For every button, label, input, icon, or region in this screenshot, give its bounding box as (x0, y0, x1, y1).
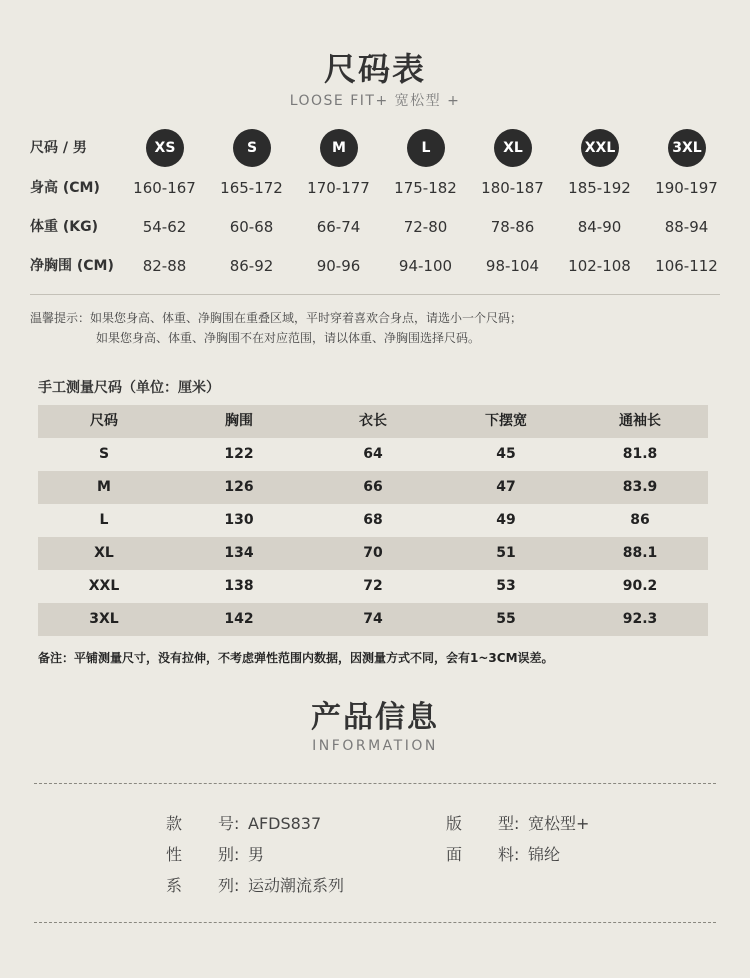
header-length: 衣长 (359, 413, 387, 429)
height-cell: 185-192 (568, 179, 631, 197)
header-chest: 胸围 (225, 413, 253, 429)
measure-title: 手工测量尺码（单位：厘米） (38, 380, 220, 396)
measure-table (38, 405, 708, 636)
cell-hem: 49 (496, 512, 516, 528)
cell-hem: 45 (496, 446, 516, 462)
size-badge-xl: XL (494, 129, 532, 167)
info-key: 版型 (446, 814, 514, 833)
chest-cell: 90-96 (316, 257, 361, 275)
cell-size: S (98, 446, 110, 462)
info-key: 面料 (446, 845, 514, 864)
header-size: 尺码 (90, 413, 118, 429)
tips-line-1: 温馨提示：如果您身高、体重、净胸围在重叠区域，平时穿着喜欢合身点，请选小一个尺码； (30, 311, 523, 325)
cell-sleeve: 81.8 (622, 446, 658, 462)
cell-length: 70 (363, 545, 383, 561)
cell-length: 74 (363, 611, 383, 627)
chest-cell: 82-88 (142, 257, 187, 275)
tips-line-2: 如果您身高、体重、净胸围不在对应范围，请以体重、净胸围选择尺码。 (96, 331, 481, 345)
table-row (38, 438, 708, 471)
size-badge-s: S (233, 129, 271, 167)
weight-cell: 60-68 (229, 218, 274, 236)
info-value: 宽松型+ (528, 814, 590, 833)
info-key: 系列 (166, 876, 234, 895)
chest-cell: 98-104 (485, 257, 540, 275)
height-row (0, 168, 750, 208)
cell-hem: 55 (496, 611, 516, 627)
cell-hem: 51 (496, 545, 516, 561)
weight-cell: 66-74 (316, 218, 361, 236)
cell-sleeve: 86 (630, 512, 650, 528)
chest-cell: 102-108 (568, 257, 631, 275)
dashed-divider-bottom (34, 922, 716, 923)
height-cell: 175-182 (394, 179, 457, 197)
dashed-divider-top (34, 783, 716, 784)
divider (30, 294, 720, 295)
cell-hem: 47 (496, 479, 516, 495)
info-key: 款号 (166, 814, 234, 833)
height-cell: 170-177 (307, 179, 370, 197)
weight-cell: 84-90 (577, 218, 622, 236)
weight-cell: 54-62 (142, 218, 187, 236)
info-subtitle: INFORMATION (312, 738, 438, 754)
cell-size: 3XL (89, 611, 119, 627)
cell-sleeve: 88.1 (622, 545, 658, 561)
cell-sleeve: 90.2 (622, 578, 658, 594)
chest-cell: 106-112 (655, 257, 718, 275)
header-hem: 下摆宽 (485, 413, 527, 429)
weight-row-label: 体重 (KG) (30, 219, 99, 235)
info-title: 产品信息 (311, 700, 439, 735)
table-row (38, 603, 708, 636)
info-value: AFDS837 (248, 814, 322, 833)
size-badge-m: M (320, 129, 358, 167)
info-value: 锦纶 (528, 845, 561, 864)
cell-hem: 53 (496, 578, 516, 594)
cell-chest: 134 (224, 545, 254, 561)
cell-chest: 142 (224, 611, 254, 627)
measure-header-row (38, 405, 708, 438)
weight-cell: 72-80 (403, 218, 448, 236)
cell-length: 68 (363, 512, 383, 528)
height-cell: 165-172 (220, 179, 283, 197)
size-badge-xxl: XXL (581, 129, 619, 167)
cell-length: 64 (363, 446, 383, 462)
weight-row (0, 207, 750, 247)
size-badge-xs: XS (146, 129, 184, 167)
chest-cell: 94-100 (398, 257, 453, 275)
size-badge-3xl: 3XL (668, 129, 706, 167)
size-row (0, 128, 750, 168)
table-row (38, 504, 708, 537)
measure-note: 备注：平铺测量尺寸，没有拉伸，不考虑弹性范围内数据，因测量方式不同，会有1~3CM误差。 (38, 651, 554, 665)
page-subtitle: LOOSE FIT+ 宽松型 + (289, 93, 461, 109)
chest-row-label: 净胸围 (CM) (30, 258, 114, 274)
cell-chest: 126 (224, 479, 254, 495)
info-key: 性别 (166, 845, 234, 864)
table-row (38, 537, 708, 570)
info-item-fabric: 面料: 锦纶 (446, 842, 560, 865)
size-badge-l: L (407, 129, 445, 167)
cell-sleeve: 83.9 (622, 479, 658, 495)
cell-chest: 122 (224, 446, 254, 462)
cell-chest: 138 (224, 578, 254, 594)
cell-chest: 130 (224, 512, 254, 528)
height-cell: 160-167 (133, 179, 196, 197)
weight-cell: 78-86 (490, 218, 535, 236)
chest-cell: 86-92 (229, 257, 274, 275)
cell-size: L (99, 512, 109, 528)
cell-size: XL (94, 545, 114, 561)
info-item-fit: 版型: 宽松型+ (446, 811, 589, 834)
info-value: 男 (248, 845, 265, 864)
cell-length: 66 (363, 479, 383, 495)
cell-sleeve: 92.3 (622, 611, 658, 627)
cell-length: 72 (363, 578, 383, 594)
info-item-style-no: 款号: AFDS837 (166, 811, 321, 834)
height-cell: 180-187 (481, 179, 544, 197)
info-item-series: 系列: 运动潮流系列 (166, 873, 344, 896)
table-row (38, 471, 708, 504)
cell-size: M (97, 479, 111, 495)
header-sleeve: 通袖长 (619, 413, 661, 429)
chest-row (0, 246, 750, 286)
size-tips (30, 308, 522, 348)
table-row (38, 570, 708, 603)
size-row-label: 尺码 / 男 (30, 140, 87, 156)
height-row-label: 身高 (CM) (30, 180, 100, 196)
cell-size: XXL (88, 578, 120, 594)
height-cell: 190-197 (655, 179, 718, 197)
info-item-gender: 性别: 男 (166, 842, 264, 865)
info-value: 运动潮流系列 (248, 876, 345, 895)
page-title: 尺码表 (323, 50, 426, 88)
weight-cell: 88-94 (664, 218, 709, 236)
